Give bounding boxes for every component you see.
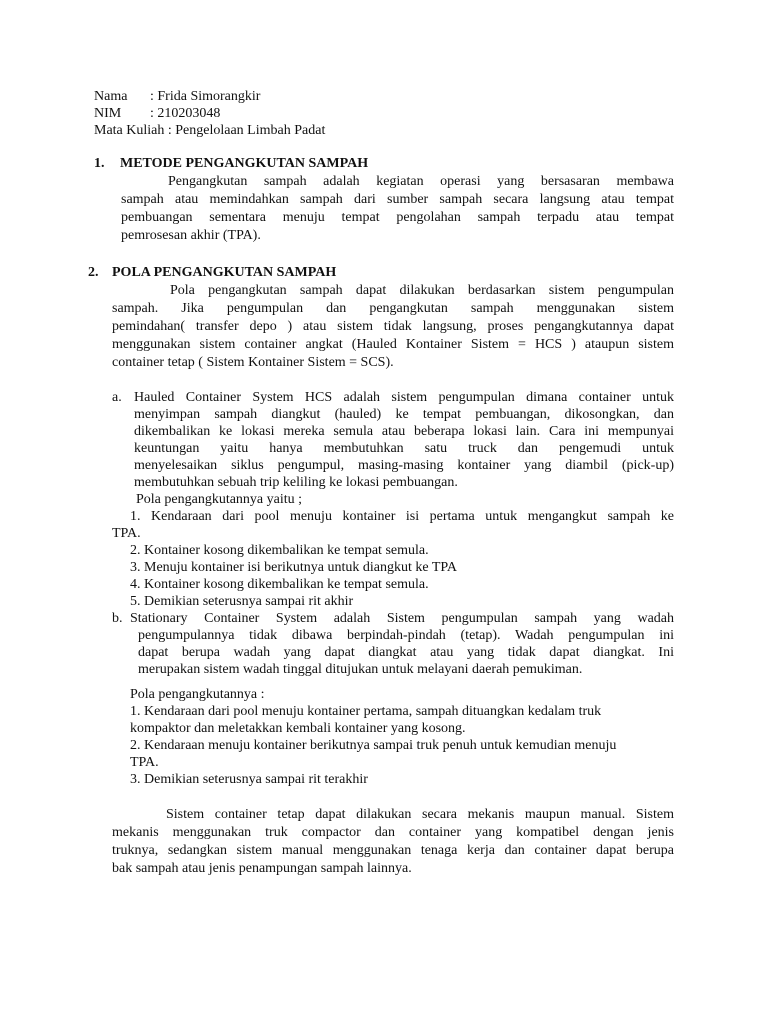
name-label: Nama bbox=[94, 89, 128, 104]
item-a-line: menyimpan sampah diangkut (hauled) ke tempat pembuangan, dikosongkan, dan bbox=[134, 407, 674, 422]
section2-title: POLA PENGANGKUTAN SAMPAH bbox=[112, 265, 337, 280]
section2-number: 2. bbox=[88, 265, 99, 280]
closing-line: bak sampah atau jenis penampungan sampah lainnya. bbox=[112, 861, 412, 876]
section2-line: container tetap ( Sistem Kontainer Sistem = SCS). bbox=[112, 355, 394, 370]
section1-line: sampah atau memindahkan sampah dari sumber sampah secara langsung atau tempat bbox=[121, 192, 674, 207]
item-b-line: dapat berupa wadah yang dapat diangkat atau yang tidak dapat diangkat. Ini bbox=[138, 645, 674, 660]
section2-line: pemindahan( transfer depo ) atau sistem tidak langsung, proses pengangkutannya dapat bbox=[112, 319, 674, 334]
item-b-step: kompaktor dan meletakkan kembali kontainer yang kosong. bbox=[130, 721, 466, 736]
closing-line: truknya, sedangkan sistem manual menggunakan tenaga kerja dan container dapat berupa bbox=[112, 843, 674, 858]
item-a-line: keuntungan yaitu hanya membutuhkan satu truck dan pengemudi untuk bbox=[134, 441, 674, 456]
item-a-step: 3. Menuju kontainer isi berikutnya untuk diangkut ke TPA bbox=[130, 560, 458, 575]
closing-line: Sistem container tetap dapat dilakukan secara mekanis maupun manual. Sistem bbox=[166, 807, 674, 822]
section1-title: METODE PENGANGKUTAN SAMPAH bbox=[120, 156, 369, 171]
name-value: : Frida Simorangkir bbox=[150, 89, 261, 104]
item-b-marker: b. bbox=[112, 611, 123, 626]
item-b-pattern-label: Pola pengangkutannya : bbox=[130, 687, 265, 702]
item-a-step: 2. Kontainer kosong dikembalikan ke tempat semula. bbox=[130, 543, 429, 558]
item-b-step: 1. Kendaraan dari pool menuju kontainer pertama, sampah dituangkan kedalam truk bbox=[130, 704, 602, 719]
section2-line: menggunakan sistem container angkat (Hauled Kontainer Sistem = HCS ) ataupun sistem bbox=[112, 337, 674, 352]
item-a-line: menyelesaikan siklus pengumpul, masing-masing kontainer yang diambil (pick-up) bbox=[134, 458, 674, 473]
item-b-step: TPA. bbox=[130, 755, 159, 770]
item-a-line: dikembalikan ke lokasi mereka semula atau beberapa lokasi lain. Cara ini mempunyai bbox=[134, 424, 674, 439]
item-b-step: 3. Demikian seterusnya sampai rit terakhir bbox=[130, 772, 368, 787]
item-a-marker: a. bbox=[112, 390, 122, 405]
section1-line: pemrosesan akhir (TPA). bbox=[121, 228, 261, 243]
section2-line: sampah. Jika pengumpulan dan pengangkutan sampah menggunakan sistem bbox=[112, 301, 674, 316]
course-line: Mata Kuliah : Pengelolaan Limbah Padat bbox=[94, 123, 326, 138]
item-a-pattern-label: Pola pengangkutannya yaitu ; bbox=[136, 492, 303, 507]
item-a-step: 5. Demikian seterusnya sampai rit akhir bbox=[130, 594, 354, 609]
item-b-line: pengumpulannya tidak dibawa berpindah-pindah (tetap). Wadah pengumpulan ini bbox=[138, 628, 674, 643]
item-b-line: merupakan sistem wadah tinggal ditujukan untuk melayani daerah pemukiman. bbox=[138, 662, 583, 677]
item-b-step: 2. Kendaraan menuju kontainer berikutnya sampai truk penuh untuk kemudian menuju bbox=[130, 738, 617, 753]
nim-label: NIM bbox=[94, 106, 122, 121]
item-a-line: Hauled Container System HCS adalah sistem pengumpulan dimana container untuk bbox=[134, 390, 674, 405]
item-b-line: Stationary Container System adalah Sistem pengumpulan sampah yang wadah bbox=[130, 611, 674, 626]
item-a-step: 4. Kontainer kosong dikembalikan ke tempat semula. bbox=[130, 577, 429, 592]
section1-number: 1. bbox=[94, 156, 105, 171]
section2-line: Pola pengangkutan sampah dapat dilakukan berdasarkan sistem pengumpulan bbox=[170, 283, 674, 298]
section1-line: pembuangan sementara menuju tempat pengolahan sampah terpadu atau tempat bbox=[121, 210, 674, 225]
item-a-line: membutuhkan sebuah trip keliling ke lokasi pembuangan. bbox=[134, 475, 458, 490]
item-a-step: TPA. bbox=[112, 526, 141, 541]
nim-value: : 210203048 bbox=[150, 106, 221, 121]
closing-line: mekanis menggunakan truk compactor dan container yang kompatibel dengan jenis bbox=[112, 825, 674, 840]
section1-line: Pengangkutan sampah adalah kegiatan operasi yang bersasaran membawa bbox=[168, 174, 674, 189]
item-a-step: 1. Kendaraan dari pool menuju kontainer isi pertama untuk mengangkut sampah ke bbox=[130, 509, 674, 524]
